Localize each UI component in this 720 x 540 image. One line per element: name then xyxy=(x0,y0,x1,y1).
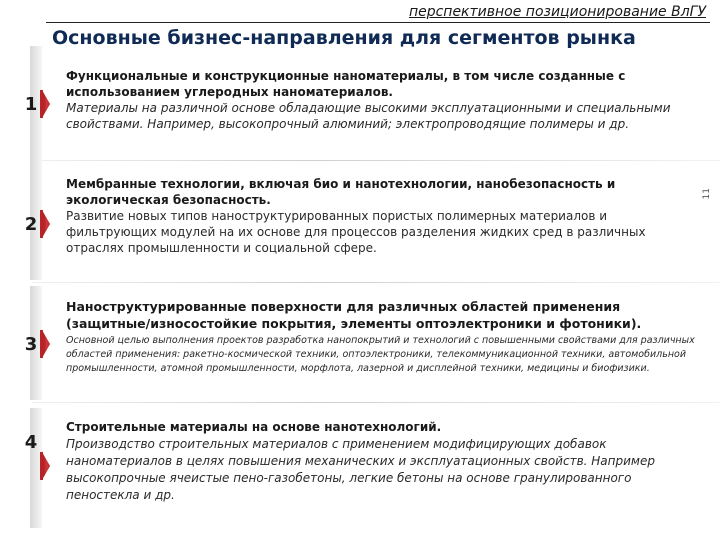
section-heading: Строительные материалы на основе нанотехнологий. xyxy=(66,420,442,434)
section-body: Материалы на различной основе обладающие высокими эксплуатационными и специальными свойствами. Например, высокопрочный алюминий; электропроводящие полимеры и др. xyxy=(66,101,671,131)
header-rule xyxy=(46,22,710,23)
page-number: 11 xyxy=(702,188,712,200)
page-title: Основные бизнес-направления для сегментов рынка xyxy=(52,27,636,49)
section-badge-2 xyxy=(16,162,52,290)
header-subtitle: перспективное позиционирование ВлГУ xyxy=(408,4,706,20)
section-separator xyxy=(32,160,720,161)
section-heading: Функциональные и конструкционные наноматериалы, в том числе созданные с использованием углеродных наноматериалов. xyxy=(66,69,626,99)
section-3 xyxy=(66,298,706,376)
section-number: 2 xyxy=(24,214,38,235)
section-badge-3 xyxy=(16,282,52,410)
section-heading: Наноструктурированные поверхности для различных областей применения (защитные/износостойкие покрытия, элементы оптоэлектроники и фотоники). xyxy=(66,299,642,331)
section-body: Развитие новых типов наноструктурированных пористых полимерных материалов и фильтрующих модулей на их основе для процессов разделения жидких сред в различных отраслях промышленности и социальной сфере. xyxy=(66,209,646,255)
section-separator xyxy=(32,282,720,283)
section-4 xyxy=(66,418,676,504)
section-2 xyxy=(66,176,666,256)
section-number: 3 xyxy=(24,334,38,355)
section-body: Основной целью выполнения проектов разработка нанопокрытий и технологий с повышенными свойствами для различных областей применения: ракетно-космической техники, оптоэлектроники, телекоммуникационной техники, автомобильной промышленности, атомной промышленности, морфлота, лазерной и дисплейной техники, медицины и биофизики. xyxy=(66,335,695,374)
section-separator xyxy=(32,402,720,403)
section-body: Производство строительных материалов с применением модифицирующих добавок наноматериалов в целях повышения механических и эксплуатационных свойств. Например высокопрочные ячеистые пено-газобетоны, легкие бетоны на основе гранулированного пеностекла и др. xyxy=(66,437,655,502)
chevron-marker-icon xyxy=(16,404,56,532)
section-number: 1 xyxy=(24,94,38,115)
section-badge-4 xyxy=(16,404,52,532)
section-heading: Мембранные технологии, включая био и нанотехнологии, нанобезопасность и экологическая безопасность. xyxy=(66,177,616,207)
section-badge-1 xyxy=(16,42,52,170)
section-1 xyxy=(66,68,696,132)
section-number: 4 xyxy=(24,432,38,453)
